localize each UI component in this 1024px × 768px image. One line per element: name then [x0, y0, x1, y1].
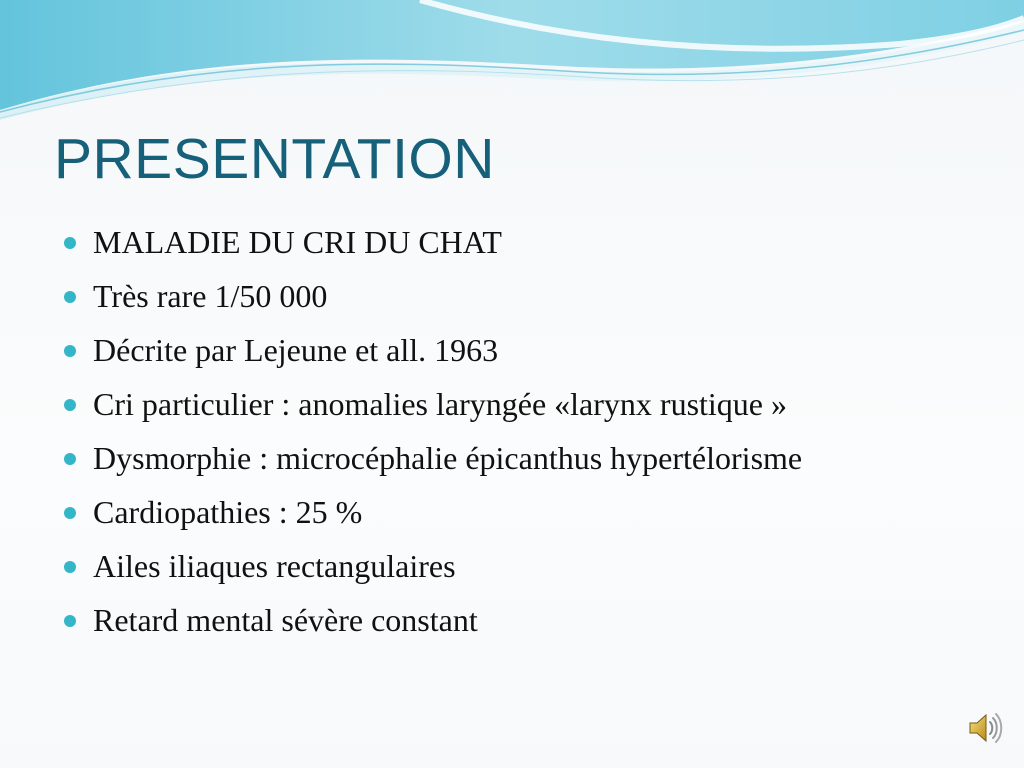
header-wave-decoration — [0, 0, 1024, 130]
bullet-text: Très rare 1/50 000 — [93, 278, 328, 314]
bullet-item — [62, 600, 982, 641]
bullet-dot-icon — [64, 561, 76, 573]
bullet-text: Dysmorphie : microcéphalie épicanthus hypertélorisme — [93, 440, 803, 476]
bullet-text: Retard mental sévère constant — [93, 602, 478, 638]
bullet-text: Décrite par Lejeune et all. 1963 — [93, 332, 499, 368]
slide-title: PRESENTATION — [54, 127, 495, 191]
bullet-text: Cri particulier : anomalies laryngée «larynx rustique » — [93, 386, 787, 422]
bullet-dot-icon — [64, 507, 76, 519]
bullet-dot-icon — [64, 615, 76, 627]
bullet-item — [62, 276, 982, 317]
bullet-text: Ailes iliaques rectangulaires — [93, 548, 456, 584]
bullet-dot-icon — [64, 453, 76, 465]
speaker-icon[interactable] — [964, 708, 1004, 748]
bullet-item — [62, 492, 982, 533]
bullet-text: MALADIE DU CRI DU CHAT — [93, 224, 502, 260]
bullet-dot-icon — [64, 237, 76, 249]
bullet-item — [62, 222, 982, 263]
bullet-dot-icon — [64, 345, 76, 357]
bullet-item — [62, 384, 982, 425]
bullet-list — [62, 222, 982, 654]
bullet-item — [62, 438, 982, 479]
bullet-dot-icon — [64, 399, 76, 411]
bullet-dot-icon — [64, 291, 76, 303]
bullet-item — [62, 330, 982, 371]
bullet-item — [62, 546, 982, 587]
bullet-text: Cardiopathies : 25 % — [93, 494, 363, 530]
